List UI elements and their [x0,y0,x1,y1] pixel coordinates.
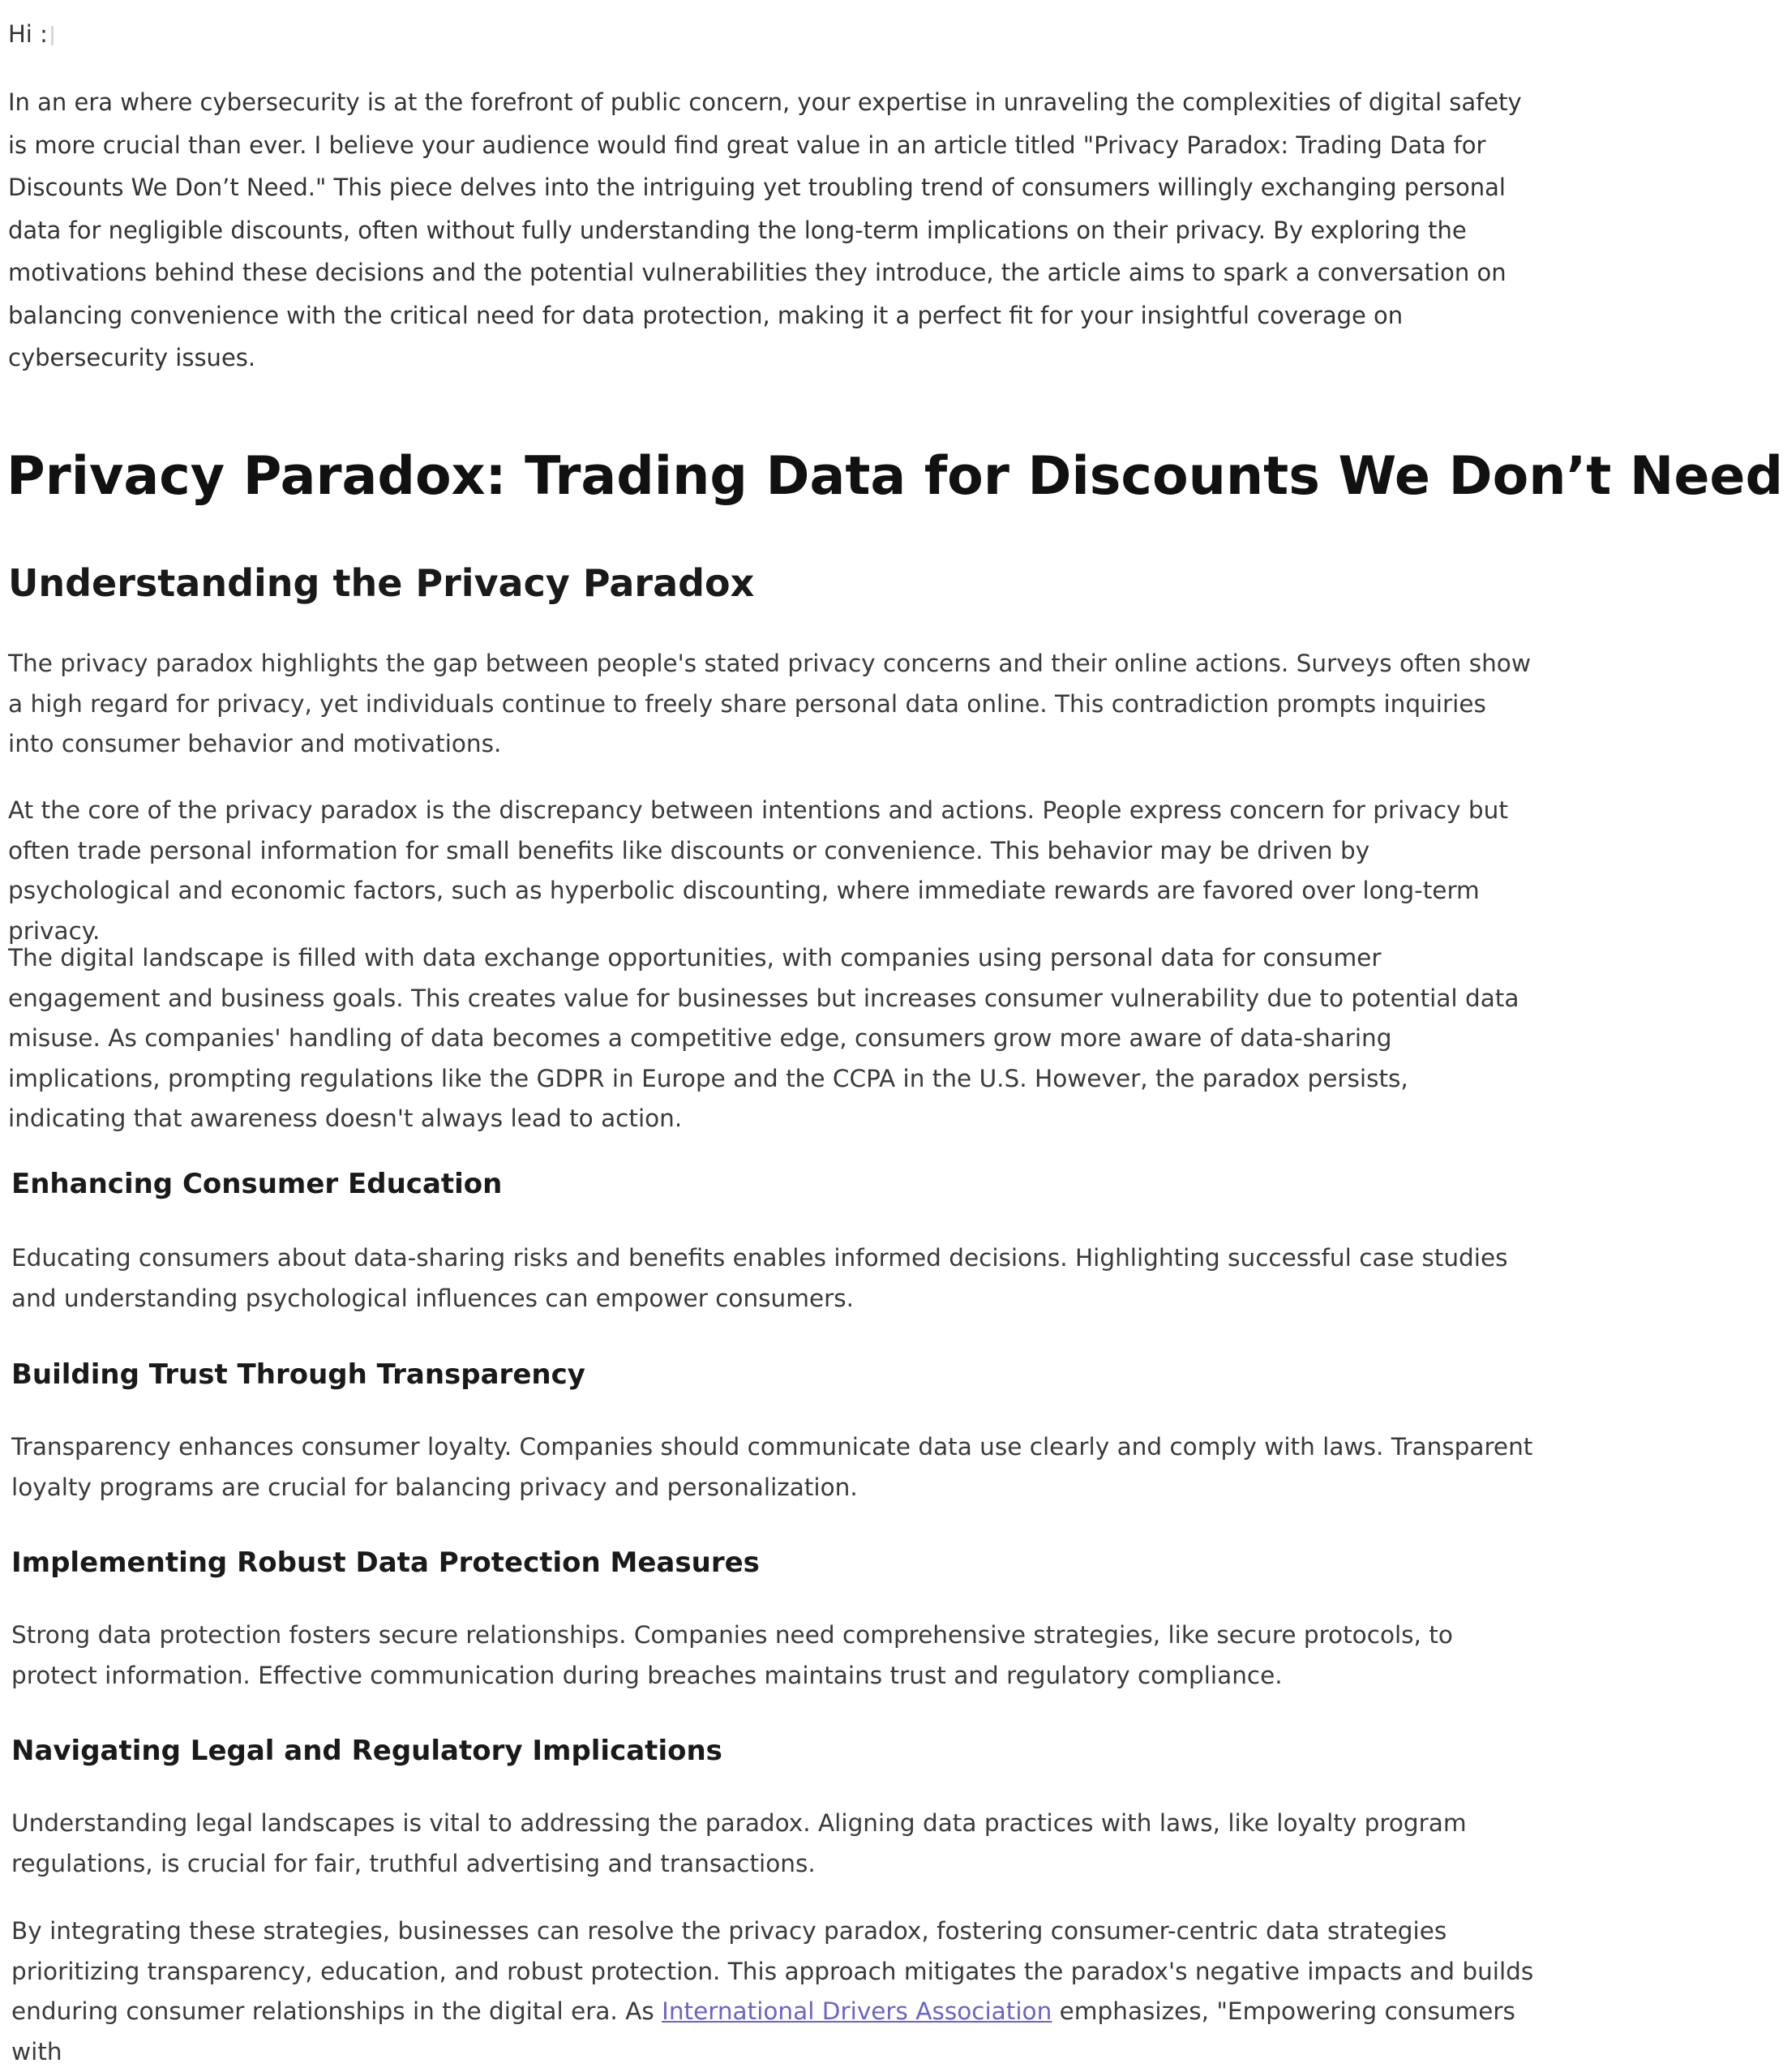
paragraph-closing [11,1911,1536,2072]
subheading-consumer-education: Enhancing Consumer Education [11,1168,503,1200]
redacted-name [51,26,54,45]
subheading-data-protection: Implementing Robust Data Protection Measures [11,1546,760,1579]
article-title: Privacy Paradox: Trading Data for Discounts We Don’t Need [6,446,1783,507]
subheading-transparency: Building Trust Through Transparency [11,1358,585,1391]
international-drivers-association-link[interactable]: International Drivers Association [662,1997,1052,2025]
paragraph-privacy-gap: The privacy paradox highlights the gap between people's stated privacy concerns and their online actions. Surveys often show a high regard for privacy, yet individuals continue to freely share personal data online. This contradiction prompts inquiries into consumer behavior and motivations. [8,650,1531,757]
paragraph-core-discrepancy: At the core of the privacy paradox is the discrepancy between intentions and actions. People express concern for privacy but often trade personal information for small benefits like discounts or convenience. This behavior may be driven by psychological and economic factors, such as hyperbolic discounting, where immediate rewards are favored over long-term privacy. [8,796,1508,945]
paragraph-consumer-education: Educating consumers about data-sharing risks and benefits enables informed decisions. Highlighting successful case studies and understanding psychological influences can empower consumers. [11,1244,1508,1312]
pitch-paragraph: In an era where cybersecurity is at the forefront of public concern, your expertise in unraveling the complexities of digital safety is more crucial than ever. I believe your audience would find great value in an article titled "Privacy Paradox: Trading Data for Discounts We Don’t Need." This piece delves into the intriguing yet troubling trend of consumers willingly exchanging personal data for negligible discounts, often without fully understanding the long-term implications on their privacy. By exploring the motivations behind these decisions and the potential vulnerabilities they introduce, the article aims to spark a conversation on balancing convenience with the critical need for data protection, making it a perfect fit for your insightful coverage on cybersecurity issues. [8,88,1522,371]
closing-text-end: emphasizes, "Empowering consumers with [11,1997,1515,2066]
subheading-legal: Navigating Legal and Regulatory Implications [11,1735,722,1767]
greeting [8,15,54,54]
paragraph-digital-landscape: The digital landscape is filled with data exchange opportunities, with companies using personal data for consumer engagement and business goals. This creates value for businesses but increases consumer vulnerability due to potential data misuse. As companies' handling of data becomes a competitive edge, consumers grow more aware of data-sharing implications, prompting regulations like the GDPR in Europe and the CCPA in the U.S. However, the paradox persists, indicating that awareness doesn't always lead to action. [8,944,1519,1132]
section-heading-understanding: Understanding the Privacy Paradox [8,561,755,605]
closing-text-start: By integrating these strategies, businesses can resolve the privacy paradox, fostering consumer-centric data strategies prioritizing transparency, education, and robust protection. This approach mitigates the paradox's negative impacts and builds enduring consumer relationships in the digital era. As [11,1917,1534,2025]
greeting-text: Hi : [8,20,48,48]
paragraph-data-protection: Strong data protection fosters secure relationships. Companies need comprehensive strategies, like secure protocols, to protect information. Effective communication during breaches maintains trust and regulatory compliance. [11,1621,1453,1689]
paragraph-legal: Understanding legal landscapes is vital to addressing the paradox. Aligning data practices with laws, like loyalty program regulations, is crucial for fair, truthful advertising and transactions. [11,1809,1467,1877]
paragraph-transparency: Transparency enhances consumer loyalty. Companies should communicate data use clearly and comply with laws. Transparent loyalty programs are crucial for balancing privacy and personalization. [11,1433,1533,1501]
